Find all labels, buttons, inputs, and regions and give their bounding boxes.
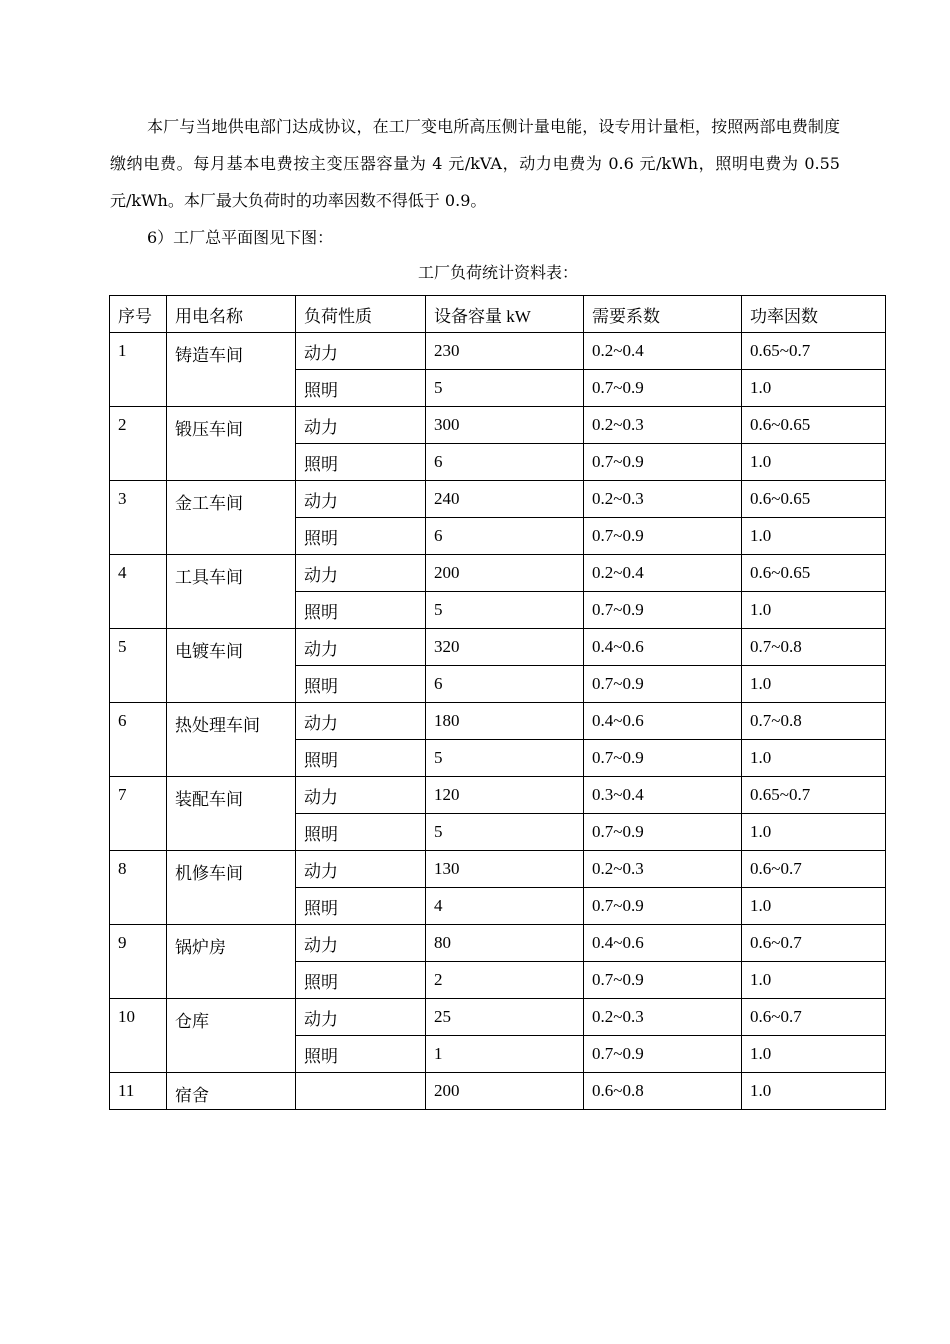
cell-power-factor: 0.6~0.65 bbox=[742, 555, 886, 592]
cell-load-type: 照明 bbox=[296, 1036, 426, 1073]
cell-name: 锅炉房 bbox=[167, 925, 296, 999]
cell-name: 装配车间 bbox=[167, 777, 296, 851]
cell-capacity: 240 bbox=[426, 481, 584, 518]
table-row bbox=[110, 777, 886, 814]
cell-power-factor: 0.7~0.8 bbox=[742, 629, 886, 666]
cell-load-type bbox=[296, 1073, 426, 1110]
header-cell-capacity: 设备容量 kW bbox=[426, 296, 584, 333]
cell-demand-factor: 0.7~0.9 bbox=[584, 1036, 742, 1073]
cell-power-factor: 0.7~0.8 bbox=[742, 703, 886, 740]
cell-capacity: 5 bbox=[426, 592, 584, 629]
cell-demand-factor: 0.4~0.6 bbox=[584, 925, 742, 962]
cell-power-factor: 0.6~0.7 bbox=[742, 851, 886, 888]
cell-load-type: 动力 bbox=[296, 851, 426, 888]
cell-power-factor: 1.0 bbox=[742, 518, 886, 555]
cell-no: 5 bbox=[110, 629, 167, 703]
cell-no: 6 bbox=[110, 703, 167, 777]
cell-power-factor: 0.65~0.7 bbox=[742, 333, 886, 370]
header-cell-demand-factor: 需要系数 bbox=[584, 296, 742, 333]
table-header-row bbox=[110, 296, 886, 333]
cell-capacity: 120 bbox=[426, 777, 584, 814]
cell-demand-factor: 0.7~0.9 bbox=[584, 370, 742, 407]
cell-demand-factor: 0.3~0.4 bbox=[584, 777, 742, 814]
cell-demand-factor: 0.7~0.9 bbox=[584, 666, 742, 703]
cell-no: 10 bbox=[110, 999, 167, 1073]
cell-capacity: 6 bbox=[426, 666, 584, 703]
header-cell-name: 用电名称 bbox=[167, 296, 296, 333]
cell-no: 11 bbox=[110, 1073, 167, 1110]
cell-no: 9 bbox=[110, 925, 167, 999]
table-row bbox=[110, 481, 886, 518]
cell-load-type: 照明 bbox=[296, 814, 426, 851]
cell-capacity: 6 bbox=[426, 518, 584, 555]
cell-demand-factor: 0.2~0.4 bbox=[584, 555, 742, 592]
table-caption: 工厂负荷统计资料表： bbox=[417, 263, 578, 282]
cell-no: 2 bbox=[110, 407, 167, 481]
cell-demand-factor: 0.2~0.3 bbox=[584, 851, 742, 888]
cell-capacity: 200 bbox=[426, 1073, 584, 1110]
cell-capacity: 80 bbox=[426, 925, 584, 962]
cell-load-type: 动力 bbox=[296, 999, 426, 1036]
cell-name: 机修车间 bbox=[167, 851, 296, 925]
cell-demand-factor: 0.7~0.9 bbox=[584, 444, 742, 481]
header-cell-no: 序号 bbox=[110, 296, 167, 333]
header-cell-power-factor: 功率因数 bbox=[742, 296, 886, 333]
paragraph-site-plan-note: 6）工厂总平面图见下图： bbox=[147, 228, 334, 247]
cell-load-type: 动力 bbox=[296, 333, 426, 370]
cell-name: 仓库 bbox=[167, 999, 296, 1073]
cell-demand-factor: 0.4~0.6 bbox=[584, 703, 742, 740]
cell-power-factor: 1.0 bbox=[742, 888, 886, 925]
cell-capacity: 25 bbox=[426, 999, 584, 1036]
table-row bbox=[110, 1073, 886, 1110]
cell-capacity: 5 bbox=[426, 814, 584, 851]
cell-power-factor: 1.0 bbox=[742, 444, 886, 481]
cell-power-factor: 1.0 bbox=[742, 592, 886, 629]
cell-demand-factor: 0.7~0.9 bbox=[584, 888, 742, 925]
cell-demand-factor: 0.2~0.3 bbox=[584, 407, 742, 444]
cell-capacity: 130 bbox=[426, 851, 584, 888]
cell-no: 3 bbox=[110, 481, 167, 555]
cell-load-type: 动力 bbox=[296, 925, 426, 962]
cell-capacity: 180 bbox=[426, 703, 584, 740]
cell-demand-factor: 0.7~0.9 bbox=[584, 518, 742, 555]
cell-demand-factor: 0.4~0.6 bbox=[584, 629, 742, 666]
table-row bbox=[110, 925, 886, 962]
cell-demand-factor: 0.7~0.9 bbox=[584, 814, 742, 851]
cell-power-factor: 1.0 bbox=[742, 740, 886, 777]
cell-load-type: 动力 bbox=[296, 555, 426, 592]
cell-power-factor: 1.0 bbox=[742, 666, 886, 703]
cell-demand-factor: 0.7~0.9 bbox=[584, 962, 742, 999]
cell-capacity: 1 bbox=[426, 1036, 584, 1073]
cell-capacity: 4 bbox=[426, 888, 584, 925]
cell-power-factor: 0.6~0.7 bbox=[742, 925, 886, 962]
cell-load-type: 照明 bbox=[296, 962, 426, 999]
table-row bbox=[110, 851, 886, 888]
cell-capacity: 320 bbox=[426, 629, 584, 666]
cell-power-factor: 0.65~0.7 bbox=[742, 777, 886, 814]
cell-load-type: 照明 bbox=[296, 888, 426, 925]
cell-name: 电镀车间 bbox=[167, 629, 296, 703]
cell-load-type: 照明 bbox=[296, 666, 426, 703]
cell-load-type: 照明 bbox=[296, 592, 426, 629]
cell-name: 工具车间 bbox=[167, 555, 296, 629]
cell-capacity: 5 bbox=[426, 370, 584, 407]
table-row bbox=[110, 333, 886, 370]
cell-power-factor: 0.6~0.65 bbox=[742, 407, 886, 444]
cell-name: 铸造车间 bbox=[167, 333, 296, 407]
cell-power-factor: 1.0 bbox=[742, 1073, 886, 1110]
cell-name: 热处理车间 bbox=[167, 703, 296, 777]
cell-capacity: 6 bbox=[426, 444, 584, 481]
table-row bbox=[110, 999, 886, 1036]
cell-load-type: 照明 bbox=[296, 518, 426, 555]
cell-capacity: 300 bbox=[426, 407, 584, 444]
cell-load-type: 动力 bbox=[296, 481, 426, 518]
cell-demand-factor: 0.2~0.3 bbox=[584, 999, 742, 1036]
cell-power-factor: 0.6~0.7 bbox=[742, 999, 886, 1036]
table-row bbox=[110, 555, 886, 592]
cell-name: 宿舍 bbox=[167, 1073, 296, 1110]
paragraph-tariff-agreement: 本厂与当地供电部门达成协议，在工厂变电所高压侧计量电能，设专用计量柜，按照两部电费制度缴纳电费。每月基本电费按主变压器容量为 4 元/kVA，动力电费为 0.6 元/kWh，照明电费为 0.55 元/kWh。本厂最大负荷时的功率因数不得低于 0.9。 bbox=[110, 117, 840, 210]
cell-load-type: 动力 bbox=[296, 629, 426, 666]
cell-capacity: 5 bbox=[426, 740, 584, 777]
cell-load-type: 照明 bbox=[296, 370, 426, 407]
cell-no: 8 bbox=[110, 851, 167, 925]
table-row bbox=[110, 629, 886, 666]
cell-capacity: 2 bbox=[426, 962, 584, 999]
cell-no: 7 bbox=[110, 777, 167, 851]
table-row bbox=[110, 703, 886, 740]
table-row bbox=[110, 407, 886, 444]
cell-power-factor: 1.0 bbox=[742, 1036, 886, 1073]
cell-power-factor: 1.0 bbox=[742, 962, 886, 999]
load-statistics-table bbox=[109, 295, 886, 1110]
cell-load-type: 动力 bbox=[296, 407, 426, 444]
table-body bbox=[110, 333, 886, 1110]
header-cell-load-type: 负荷性质 bbox=[296, 296, 426, 333]
cell-demand-factor: 0.6~0.8 bbox=[584, 1073, 742, 1110]
cell-name: 锻压车间 bbox=[167, 407, 296, 481]
cell-capacity: 200 bbox=[426, 555, 584, 592]
cell-load-type: 照明 bbox=[296, 444, 426, 481]
cell-load-type: 动力 bbox=[296, 703, 426, 740]
cell-name: 金工车间 bbox=[167, 481, 296, 555]
cell-demand-factor: 0.7~0.9 bbox=[584, 592, 742, 629]
cell-demand-factor: 0.2~0.4 bbox=[584, 333, 742, 370]
cell-demand-factor: 0.7~0.9 bbox=[584, 740, 742, 777]
cell-load-type: 动力 bbox=[296, 777, 426, 814]
cell-load-type: 照明 bbox=[296, 740, 426, 777]
cell-power-factor: 0.6~0.65 bbox=[742, 481, 886, 518]
cell-demand-factor: 0.2~0.3 bbox=[584, 481, 742, 518]
cell-capacity: 230 bbox=[426, 333, 584, 370]
cell-power-factor: 1.0 bbox=[742, 814, 886, 851]
cell-power-factor: 1.0 bbox=[742, 370, 886, 407]
cell-no: 1 bbox=[110, 333, 167, 407]
cell-no: 4 bbox=[110, 555, 167, 629]
